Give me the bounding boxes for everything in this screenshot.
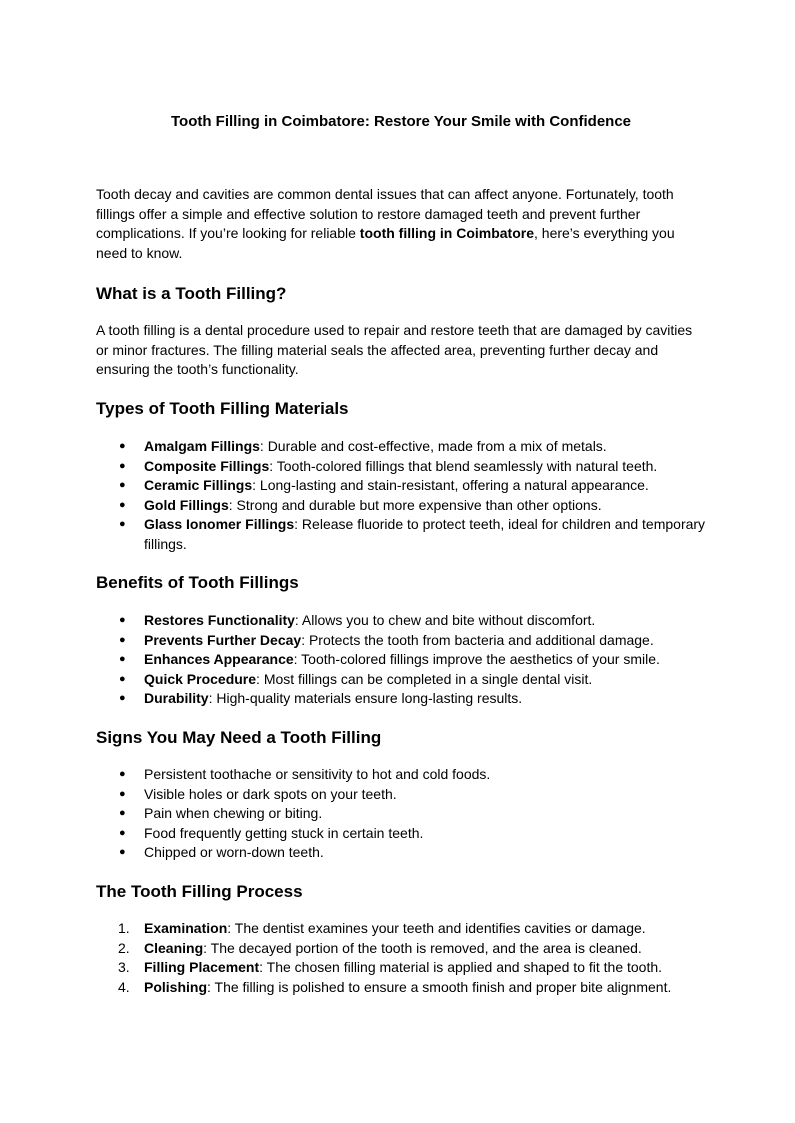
item-term: Glass Ionomer Fillings	[144, 516, 295, 532]
signs-list	[96, 765, 706, 863]
list-item	[96, 978, 706, 998]
list-item	[96, 496, 706, 516]
list-item	[96, 476, 706, 496]
what-paragraph: A tooth filling is a dental procedure used to repair and restore teeth that are damaged by cavities or minor fractures. The filling material seals the affected area, preventing further decay and ensuring the tooth’s functionality.	[96, 322, 693, 377]
item-term: Quick Procedure	[144, 670, 257, 687]
item-desc: : Durable and cost-effective, made from a mix of metals.	[259, 438, 607, 454]
step-number: 3.	[118, 959, 130, 975]
item-desc: : Strong and durable but more expensive than other options.	[228, 496, 602, 513]
item-desc: : Protects the tooth from bacteria and additional damage.	[301, 631, 654, 648]
item-desc: : Long-lasting and stain-resistant, offering a natural appearance.	[252, 477, 649, 493]
types-list	[96, 437, 706, 554]
list-item: ● Visible holes or dark spots on your teeth.	[96, 785, 706, 805]
item-desc: : Release fluoride to protect teeth, ideal for children and temporary fillings.	[144, 516, 706, 552]
item-desc: : The filling is polished to ensure a smooth finish and proper bite alignment.	[207, 978, 672, 995]
list-item	[96, 689, 706, 709]
step-number: 1.	[118, 920, 130, 936]
item-desc: : The chosen filling material is applied and shaped to fit the tooth.	[259, 959, 663, 975]
intro-text-end: , here’s everything you need to know.	[96, 225, 675, 261]
benefits-list	[96, 611, 706, 709]
list-item	[96, 631, 706, 651]
item-term: Examination	[144, 920, 228, 936]
list-item: ● Food frequently getting stuck in certain teeth.	[96, 824, 706, 844]
item-desc: : The decayed portion of the tooth is removed, and the area is cleaned.	[203, 939, 642, 956]
document-title: Tooth Filling in Coimbatore: Restore Your Smile with Confidence	[170, 113, 632, 130]
benefits-heading: Benefits of Tooth Fillings	[96, 573, 299, 592]
item-term: Ceramic Fillings	[144, 477, 253, 493]
list-item	[96, 611, 706, 631]
list-item: ● Pain when chewing or biting.	[96, 804, 706, 824]
list-item	[96, 939, 706, 959]
list-item	[96, 437, 706, 457]
item-term: Prevents Further Decay	[144, 631, 302, 648]
item-desc: : Tooth-colored fillings improve the aesthetics of your smile.	[293, 651, 660, 667]
list-item: ● Persistent toothache or sensitivity to hot and cold foods.	[96, 765, 706, 785]
list-item	[96, 650, 706, 670]
item-term: Restores Functionality	[144, 612, 295, 628]
item-term: Amalgam Fillings	[144, 438, 260, 454]
list-item	[96, 958, 706, 978]
item-desc: : High-quality materials ensure long-lasting results.	[208, 690, 523, 706]
intro-paragraph	[96, 185, 706, 263]
process-list	[96, 919, 706, 997]
item-term: Gold Fillings	[144, 496, 229, 513]
intro-text-start: Tooth decay and cavities are common dental issues that can affect anyone. Fortunately, tooth fillings offer a simple and effective solution to restore damaged teeth and prevent further complications. If you’re looking for reliable	[96, 186, 674, 241]
list-item: ● Chipped or worn-down teeth.	[96, 843, 706, 863]
item-term: Filling Placement	[144, 959, 260, 975]
types-heading: Types of Tooth Filling Materials	[96, 399, 349, 418]
item-desc: : Tooth-colored fillings that blend seamlessly with natural teeth.	[269, 457, 658, 474]
step-number: 4.	[118, 978, 130, 995]
item-term: Composite Fillings	[144, 457, 270, 474]
signs-heading: Signs You May Need a Tooth Filling	[96, 728, 382, 747]
intro-keyword: tooth filling in Coimbatore	[359, 225, 534, 241]
item-term: Durability	[144, 690, 209, 706]
what-heading: What is a Tooth Filling?	[96, 284, 287, 303]
item-term: Enhances Appearance	[144, 651, 294, 667]
item-desc: : The dentist examines your teeth and identifies cavities or damage.	[227, 920, 646, 936]
list-item	[96, 919, 706, 939]
item-desc: : Allows you to chew and bite without discomfort.	[294, 612, 596, 628]
step-number: 2.	[118, 939, 130, 956]
list-item	[96, 457, 706, 477]
process-heading: The Tooth Filling Process	[96, 882, 303, 901]
list-item	[96, 515, 706, 554]
list-item	[96, 670, 706, 690]
item-term: Polishing	[144, 978, 207, 995]
item-term: Cleaning	[144, 939, 204, 956]
item-desc: : Most fillings can be completed in a single dental visit.	[256, 670, 593, 687]
